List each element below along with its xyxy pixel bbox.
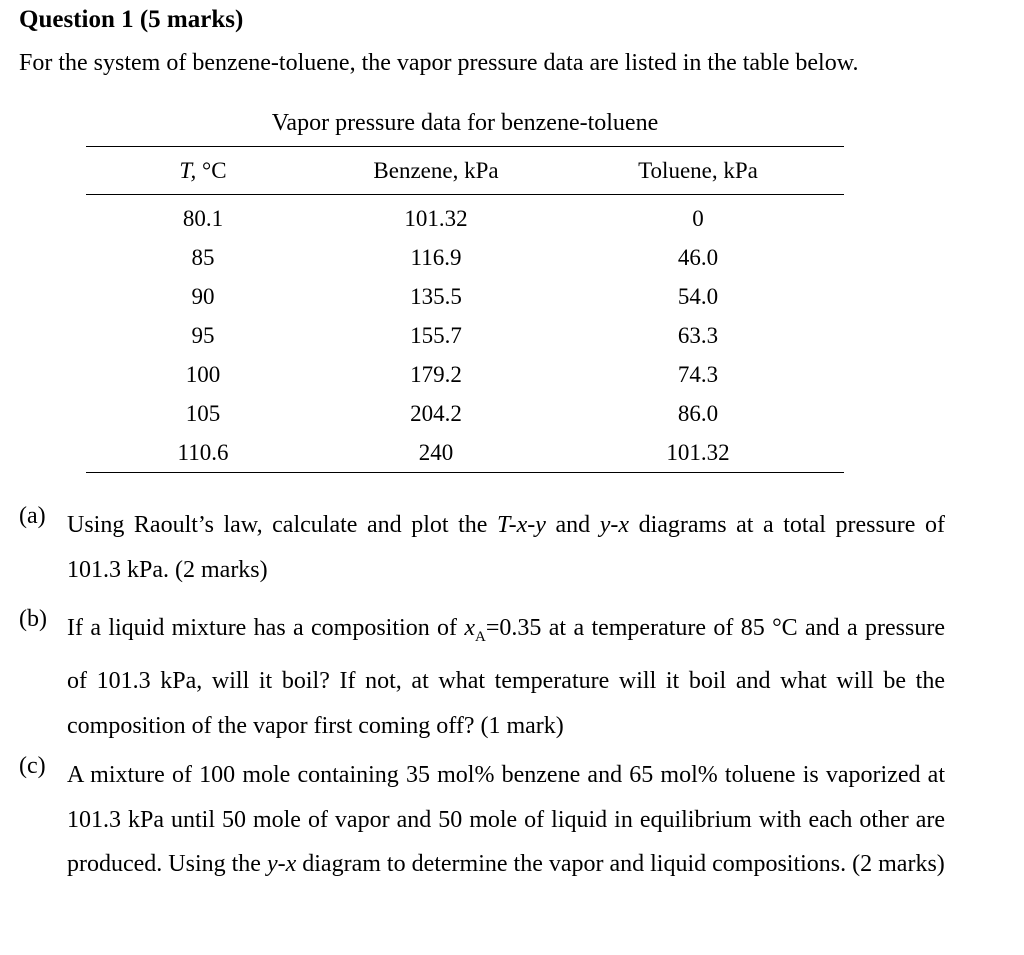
- vapor-pressure-table: [86, 146, 844, 473]
- cell-temperature: 110.6: [86, 434, 320, 473]
- cell-temperature: 80.1: [182, 206, 224, 232]
- cell-temperature: 100: [185, 362, 221, 387]
- cell-toluene: 101.32: [552, 434, 844, 473]
- table-row: [86, 356, 844, 395]
- cell-temperature: 105: [185, 401, 221, 426]
- part-c-text: A mixture of 100 mole containing 35 mol% benzene and 65 mol% toluene is vaporized at 101.3 kPa until 50 mole of vapor and 50 mole of liquid in equilibrium with each other are produced. Using the y-x diagram to determine the vapor and liquid compositions. (2 marks): [67, 762, 945, 877]
- table-header-row: [86, 147, 844, 195]
- cell-temperature: 90: [191, 284, 215, 309]
- part-c-label: (c): [19, 753, 46, 779]
- cell-benzene: 240: [320, 434, 552, 473]
- table-row: [86, 395, 844, 434]
- header-temperature: [86, 147, 320, 195]
- part-b-text: If a liquid mixture has a composition of $x_A=0.35$ at a temperature of 85 °C and a pressure of 101.3 kPa, will it boil? If not, at what temperature will it boil and what will be the composition of the vapor first coming off? (1 mark): [67, 615, 946, 739]
- question-intro: For the system of benzene-toluene, the vapor pressure data are listed in the table below.: [19, 50, 859, 76]
- part-a: [19, 503, 945, 616]
- part-b-label: (b): [19, 606, 47, 632]
- part-b: [19, 606, 945, 772]
- part-c: [19, 753, 945, 911]
- cell-temperature: 85: [191, 245, 215, 270]
- part-a-label: (a): [19, 503, 46, 529]
- table-row: [86, 239, 844, 278]
- header-benzene: Benzene, kPa: [320, 147, 552, 195]
- table-row: [86, 278, 844, 317]
- question-title: Question 1 (5 marks): [19, 6, 244, 33]
- cell-benzene: 116.9: [410, 245, 462, 270]
- cell-benzene: 155.7: [410, 323, 462, 348]
- header-temp-unit: °C: [196, 157, 227, 183]
- cell-toluene: 46.0: [677, 245, 719, 270]
- cell-temperature: 95: [191, 323, 215, 348]
- cell-benzene: 179.2: [410, 362, 462, 387]
- cell-toluene: 86.0: [677, 401, 719, 426]
- cell-toluene: 74.3: [677, 362, 719, 387]
- table-row: [86, 434, 844, 473]
- cell-toluene: 0: [692, 206, 704, 232]
- cell-benzene: 101.32: [404, 206, 468, 232]
- table-row: [86, 195, 844, 239]
- part-a-text: Using Raoult’s law, calculate and plot the T-x-y and y-x diagrams at a total pressure of 101.3 kPa. (2 marks): [67, 512, 946, 583]
- header-temp-symbol: T,: [179, 157, 197, 183]
- table-row: [86, 317, 844, 356]
- cell-toluene: 63.3: [677, 323, 719, 348]
- header-toluene: Toluene, kPa: [552, 147, 844, 195]
- cell-benzene: 204.2: [410, 401, 462, 426]
- cell-toluene: 54.0: [677, 284, 719, 309]
- cell-benzene: 135.5: [410, 284, 462, 309]
- table-caption: Vapor pressure data for benzene-toluene: [271, 110, 659, 136]
